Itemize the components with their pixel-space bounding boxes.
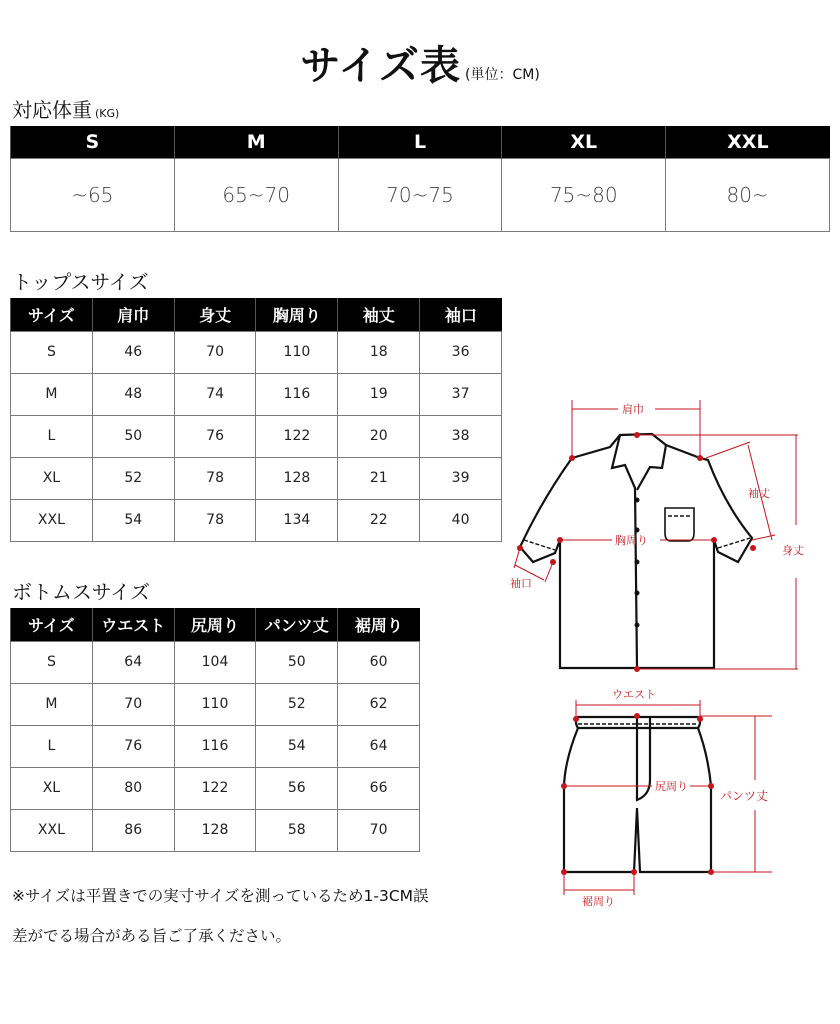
table-cell: 116 <box>256 373 338 415</box>
table-cell: S <box>11 641 93 683</box>
weight-size-header: XXL <box>666 126 830 158</box>
label-cuff: 袖口 <box>510 577 532 590</box>
pants-diagram <box>540 680 800 910</box>
table-row <box>11 499 502 541</box>
weight-size-header: XL <box>502 126 666 158</box>
table-cell: 80 <box>92 767 174 809</box>
column-header: 裾周り <box>338 608 420 641</box>
weight-value: 70~75 <box>338 158 502 231</box>
table-cell: 54 <box>256 725 338 767</box>
table-cell: M <box>11 373 93 415</box>
shirt-outline-icon <box>520 434 752 668</box>
table-cell: 122 <box>256 415 338 457</box>
weight-table <box>10 126 830 232</box>
shirt-measure-lines <box>514 400 798 669</box>
table-cell: 48 <box>92 373 174 415</box>
table-row <box>11 415 502 457</box>
table-cell: 54 <box>92 499 174 541</box>
disclaimer-note <box>12 876 502 956</box>
table-row <box>11 809 420 851</box>
tops-table <box>10 298 502 542</box>
column-header: 胸周り <box>256 298 338 331</box>
weight-size-header: M <box>174 126 338 158</box>
table-cell: 37 <box>420 373 502 415</box>
label-chest: 胸周り <box>615 534 648 547</box>
table-cell: 122 <box>174 767 256 809</box>
table-cell: 78 <box>174 499 256 541</box>
weight-heading <box>12 94 119 123</box>
table-cell: 58 <box>256 809 338 851</box>
table-cell: 64 <box>92 641 174 683</box>
column-header: パンツ丈 <box>256 608 338 641</box>
table-cell: 56 <box>256 767 338 809</box>
table-cell: L <box>11 415 93 457</box>
table-cell: 50 <box>256 641 338 683</box>
table-cell: 40 <box>420 499 502 541</box>
column-header: 尻周り <box>174 608 256 641</box>
table-cell: 64 <box>338 725 420 767</box>
table-row <box>11 767 420 809</box>
column-header: 肩巾 <box>92 298 174 331</box>
tops-heading: トップスサイズ <box>12 270 149 294</box>
weight-size-header: S <box>11 126 175 158</box>
label-hem: 裾周り <box>582 895 615 908</box>
table-cell: XXL <box>11 809 93 851</box>
column-header: ウエスト <box>92 608 174 641</box>
title-unit: (単位：CM) <box>465 67 540 83</box>
label-waist: ウエスト <box>612 688 656 701</box>
table-cell: XL <box>11 767 93 809</box>
table-cell: 70 <box>174 331 256 373</box>
label-hip: 尻周り <box>655 780 688 793</box>
table-cell: 70 <box>338 809 420 851</box>
table-cell: 76 <box>92 725 174 767</box>
table-cell: 52 <box>92 457 174 499</box>
title-main: サイズ表 <box>300 43 462 89</box>
table-cell: 110 <box>256 331 338 373</box>
table-cell: 76 <box>174 415 256 457</box>
table-cell: 39 <box>420 457 502 499</box>
table-cell: 38 <box>420 415 502 457</box>
table-row <box>11 457 502 499</box>
table-cell: 134 <box>256 499 338 541</box>
table-cell: M <box>11 683 93 725</box>
table-cell: 46 <box>92 331 174 373</box>
table-cell: 18 <box>338 331 420 373</box>
note-line-2: 差がでる場合がある旨ご了承ください。 <box>12 927 292 945</box>
weight-value: 65~70 <box>174 158 338 231</box>
table-cell: 86 <box>92 809 174 851</box>
table-cell: S <box>11 331 93 373</box>
column-header: 袖口 <box>420 298 502 331</box>
label-sleeve: 袖丈 <box>748 487 770 500</box>
table-row <box>11 683 420 725</box>
pants-outline-icon <box>564 717 711 872</box>
weight-unit: (KG) <box>95 107 120 120</box>
table-cell: 21 <box>338 457 420 499</box>
table-cell: 62 <box>338 683 420 725</box>
table-cell: 60 <box>338 641 420 683</box>
weight-value: 80~ <box>666 158 830 231</box>
weight-heading-text: 対応体重 <box>12 98 92 122</box>
table-cell: 128 <box>174 809 256 851</box>
table-cell: XXL <box>11 499 93 541</box>
table-cell: 66 <box>338 767 420 809</box>
table-cell: 128 <box>256 457 338 499</box>
weight-size-header: L <box>338 126 502 158</box>
table-cell: 20 <box>338 415 420 457</box>
column-header: 袖丈 <box>338 298 420 331</box>
table-row <box>11 641 420 683</box>
table-cell: 78 <box>174 457 256 499</box>
bottoms-table <box>10 608 420 852</box>
page-title <box>0 34 840 91</box>
table-row <box>11 331 502 373</box>
label-length: 身丈 <box>782 544 804 557</box>
column-header: 身丈 <box>174 298 256 331</box>
table-cell: 22 <box>338 499 420 541</box>
shirt-diagram <box>500 390 830 680</box>
column-header: サイズ <box>11 298 93 331</box>
bottoms-heading: ボトムスサイズ <box>12 580 150 604</box>
table-cell: 104 <box>174 641 256 683</box>
table-cell: 74 <box>174 373 256 415</box>
table-cell: 110 <box>174 683 256 725</box>
weight-value: ~65 <box>11 158 175 231</box>
table-cell: XL <box>11 457 93 499</box>
label-pants-length: パンツ丈 <box>720 789 769 803</box>
table-cell: 19 <box>338 373 420 415</box>
table-cell: 52 <box>256 683 338 725</box>
note-line-1: ※サイズは平置きでの実寸サイズを測っているため1-3CM誤 <box>12 887 429 905</box>
label-shoulder: 肩巾 <box>622 403 644 416</box>
table-cell: L <box>11 725 93 767</box>
table-cell: 36 <box>420 331 502 373</box>
column-header: サイズ <box>11 608 93 641</box>
table-cell: 70 <box>92 683 174 725</box>
table-row <box>11 373 502 415</box>
table-cell: 116 <box>174 725 256 767</box>
weight-value: 75~80 <box>502 158 666 231</box>
table-cell: 50 <box>92 415 174 457</box>
table-row <box>11 725 420 767</box>
